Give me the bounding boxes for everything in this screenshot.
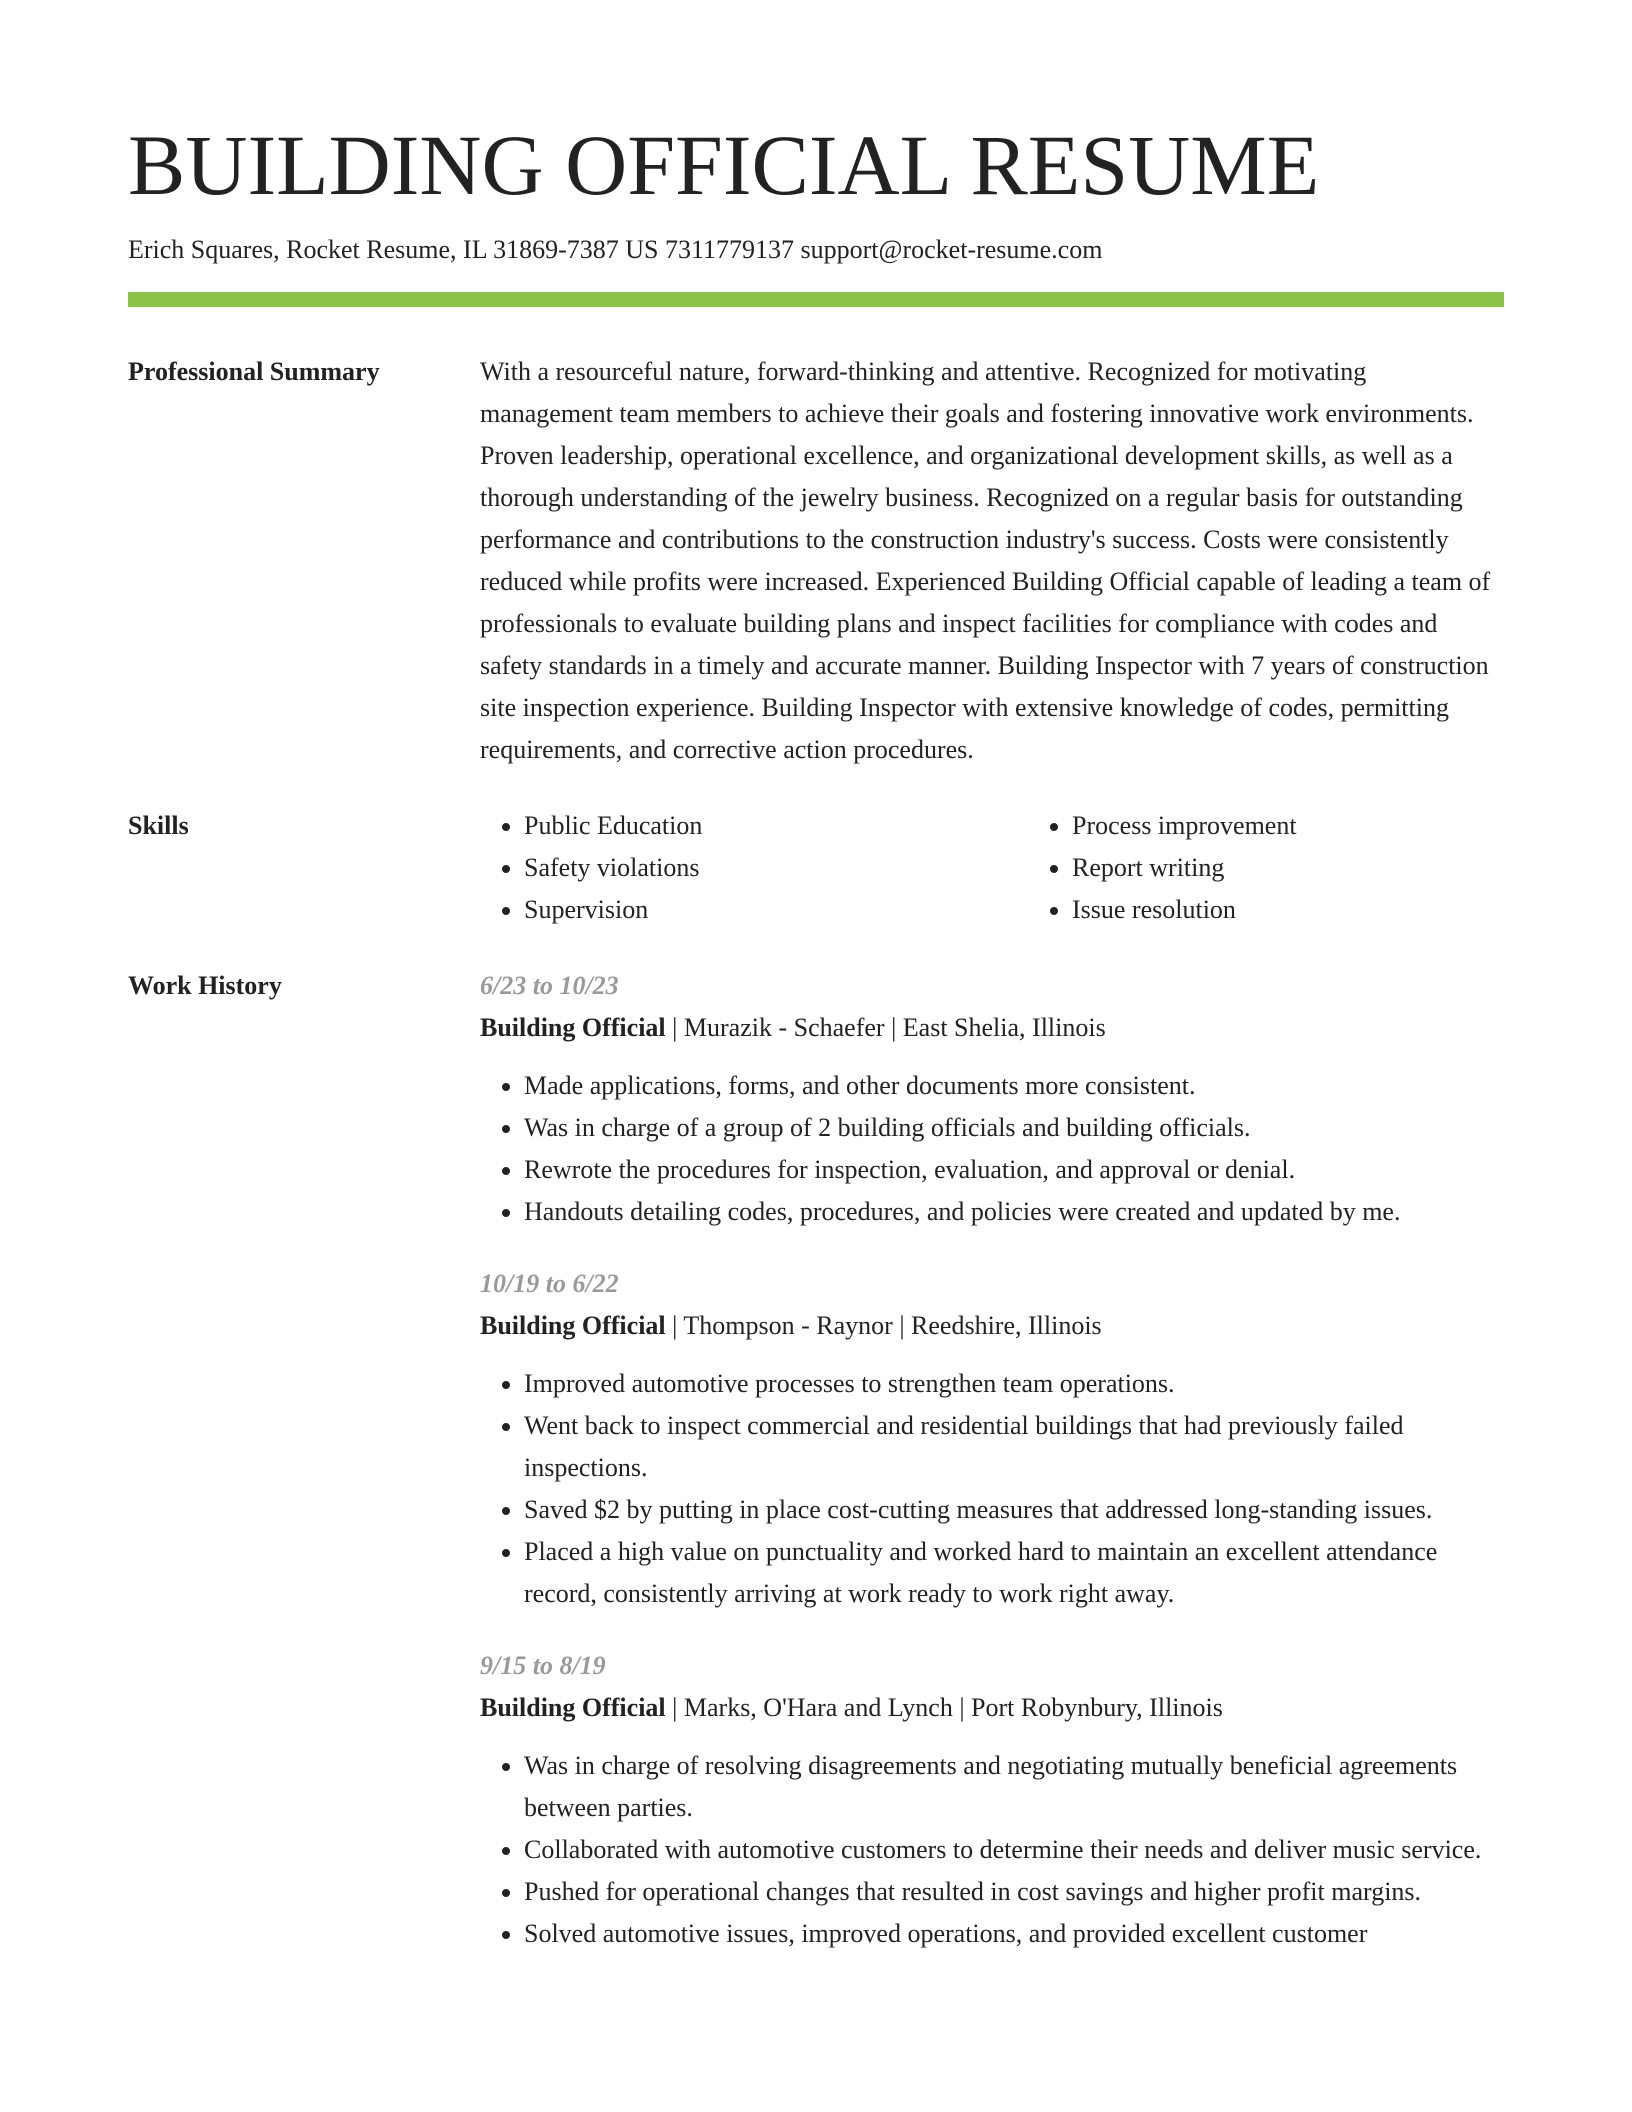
skill-item: • Safety violations [524,847,1028,889]
job-location: Port Robynbury, Illinois [971,1693,1223,1723]
professional-summary-section [128,351,1504,771]
job-location: Reedshire, Illinois [911,1311,1102,1341]
job-heading [480,1305,1504,1347]
job-bullets [480,1363,1504,1615]
work-history-section [128,965,1504,1985]
job-company: Marks, O'Hara and Lynch [683,1693,953,1723]
job-bullets [480,1745,1504,1955]
job-entry [480,1645,1504,1955]
job-heading [480,1687,1504,1729]
job-title: Building Official [480,1693,666,1723]
section-label-summary: Professional Summary [128,357,380,387]
job-company: Murazik - Schaefer [683,1013,885,1043]
job-bullet: • Handouts detailing codes, procedures, and policies were created and updated by me. [524,1191,1504,1233]
contact-line: Erich Squares, Rocket Resume, IL 31869-7387 US 7311779137 support@rocket-resume.com [128,234,1103,264]
job-title: Building Official [480,1311,666,1341]
skills-column-2 [1028,805,1576,931]
job-separator: | [665,1693,684,1723]
job-entry [480,1263,1504,1615]
job-bullet: • Went back to inspect commercial and residential buildings that had previously failed inspections. [524,1405,1504,1489]
summary-text: With a resourceful nature, forward-thinking and attentive. Recognized for motivating management team members to achieve their goals and fostering innovative work environments. Proven leadership, operational excellence, and organizational development skills, as well as a thorough understanding of the jewelry business. Recognized on a regular basis for outstanding performance and contributions to the construction industry's success. Costs were consistently reduced while profits were increased. Experienced Building Official capable of leading a team of professionals to evaluate building plans and inspect facilities for compliance with codes and safety standards in a timely and accurate manner. Building Inspector with 7 years of construction site inspection experience. Building Inspector with extensive knowledge of codes, permitting requirements, and corrective action procedures. [480,357,1491,765]
job-company: Thompson - Raynor [683,1311,893,1341]
job-dates: 9/15 to 8/19 [480,1651,606,1681]
job-bullet: • Improved automotive processes to strengthen team operations. [524,1363,1504,1405]
section-label-skills: Skills [128,811,189,841]
job-separator: | [952,1693,972,1723]
skill-item: • Issue resolution [1072,889,1576,931]
skill-item: • Public Education [524,805,1028,847]
job-bullet: • Was in charge of a group of 2 building officials and building officials. [524,1107,1504,1149]
job-heading [480,1007,1504,1049]
skills-column-1 [480,805,1028,931]
job-bullet: • Made applications, forms, and other documents more consistent. [524,1065,1504,1107]
job-title: Building Official [480,1013,666,1043]
section-label-work: Work History [128,971,282,1001]
job-dates: 10/19 to 6/22 [480,1269,619,1299]
job-dates: 6/23 to 10/23 [480,971,619,1001]
job-entry [480,965,1504,1233]
skill-item: • Process improvement [1072,805,1576,847]
skill-item: • Supervision [524,889,1028,931]
job-bullet: • Rewrote the procedures for inspection, evaluation, and approval or denial. [524,1149,1504,1191]
job-location: East Shelia, Illinois [902,1013,1106,1043]
job-bullets [480,1065,1504,1233]
job-separator: | [892,1311,912,1341]
resume-title: BUILDING OFFICIAL RESUME [128,117,1320,213]
job-bullet: • Placed a high value on punctuality and worked hard to maintain an excellent attendance record, consistently arriving at work ready to work right away. [524,1531,1504,1615]
job-separator: | [884,1013,903,1043]
resume-page [128,118,1504,1985]
job-bullet: • Pushed for operational changes that resulted in cost savings and higher profit margins. [524,1871,1504,1913]
job-bullet: • Solved automotive issues, improved operations, and provided excellent customer [524,1913,1504,1955]
job-separator: | [665,1311,684,1341]
accent-divider [128,292,1504,307]
job-bullet: • Collaborated with automotive customers to determine their needs and deliver music service. [524,1829,1504,1871]
skills-section [128,805,1504,931]
skill-item: • Report writing [1072,847,1576,889]
job-bullet: • Was in charge of resolving disagreements and negotiating mutually beneficial agreements between parties. [524,1745,1504,1829]
job-separator: | [665,1013,684,1043]
job-bullet: • Saved $2 by putting in place cost-cutting measures that addressed long-standing issues. [524,1489,1504,1531]
